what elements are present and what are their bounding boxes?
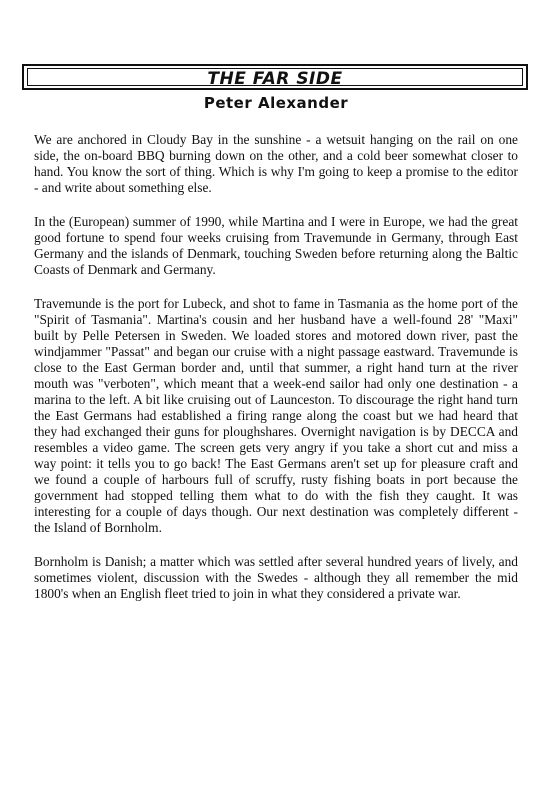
paragraph-2: In the (European) summer of 1990, while Martina and I were in Europe, we had the great good fortune to spend four weeks cruising from Travemunde in Germany, through East Germany and the islands of Denmark, touching Sweden before returning along the Baltic Coasts of Denmark and Germany.	[34, 214, 518, 277]
paragraph-1: We are anchored in Cloudy Bay in the sunshine - a wetsuit hanging on the rail on one side, the on-board BBQ burning down on the other, and a cold beer somewhat closer to hand. You know the sort of thing. Which is why I'm going to keep a promise to the editor - and write about something else.	[34, 132, 518, 195]
paragraph-3: Travemunde is the port for Lubeck, and shot to fame in Tasmania as the home port of the "Spirit of Tasmania". Martina's cousin and her husband have a well-found 28' "Maxi" built by Pelle Petersen in Sweden. We loaded stores and motored down river, past the windjammer "Passat" and began our cruise with a night passage eastward. Travemunde is close to the East German border and, until that summer, a right hand turn at the river mouth was "verboten", which meant that a week-end sailor had only one destination - a marina to the left. A bit like cruising out of Launceston. To discourage the right hand turn the East Germans had established a firing range along the coast but we had heard that they had exchanged their guns for ploughshares. Overnight navigation is by DECCA and resembles a video game. The screen gets very angry if you take a short cut and miss a way point: it tells you to go back! The East Germans aren't set up for pleasure craft and we found a couple of harbours full of scruffy, rusty fishing boats in port because the government had stopped telling them what to do with the fish they caught. It was interesting for a couple of days though. Our next destination was completely different - the Island of Bornholm.	[34, 296, 518, 535]
title-box-inner-border	[27, 68, 523, 89]
article-body	[34, 132, 518, 602]
paragraph-4: Bornholm is Danish; a matter which was settled after several hundred years of lively, and sometimes violent, discussion with the Swedes - although they all remember the mid 1800's when an English fleet tried to join in what they considered a private war.	[34, 554, 518, 601]
title-box	[22, 64, 528, 90]
article-title: THE FAR SIDE	[207, 69, 343, 89]
article-author: Peter Alexander	[203, 94, 349, 112]
